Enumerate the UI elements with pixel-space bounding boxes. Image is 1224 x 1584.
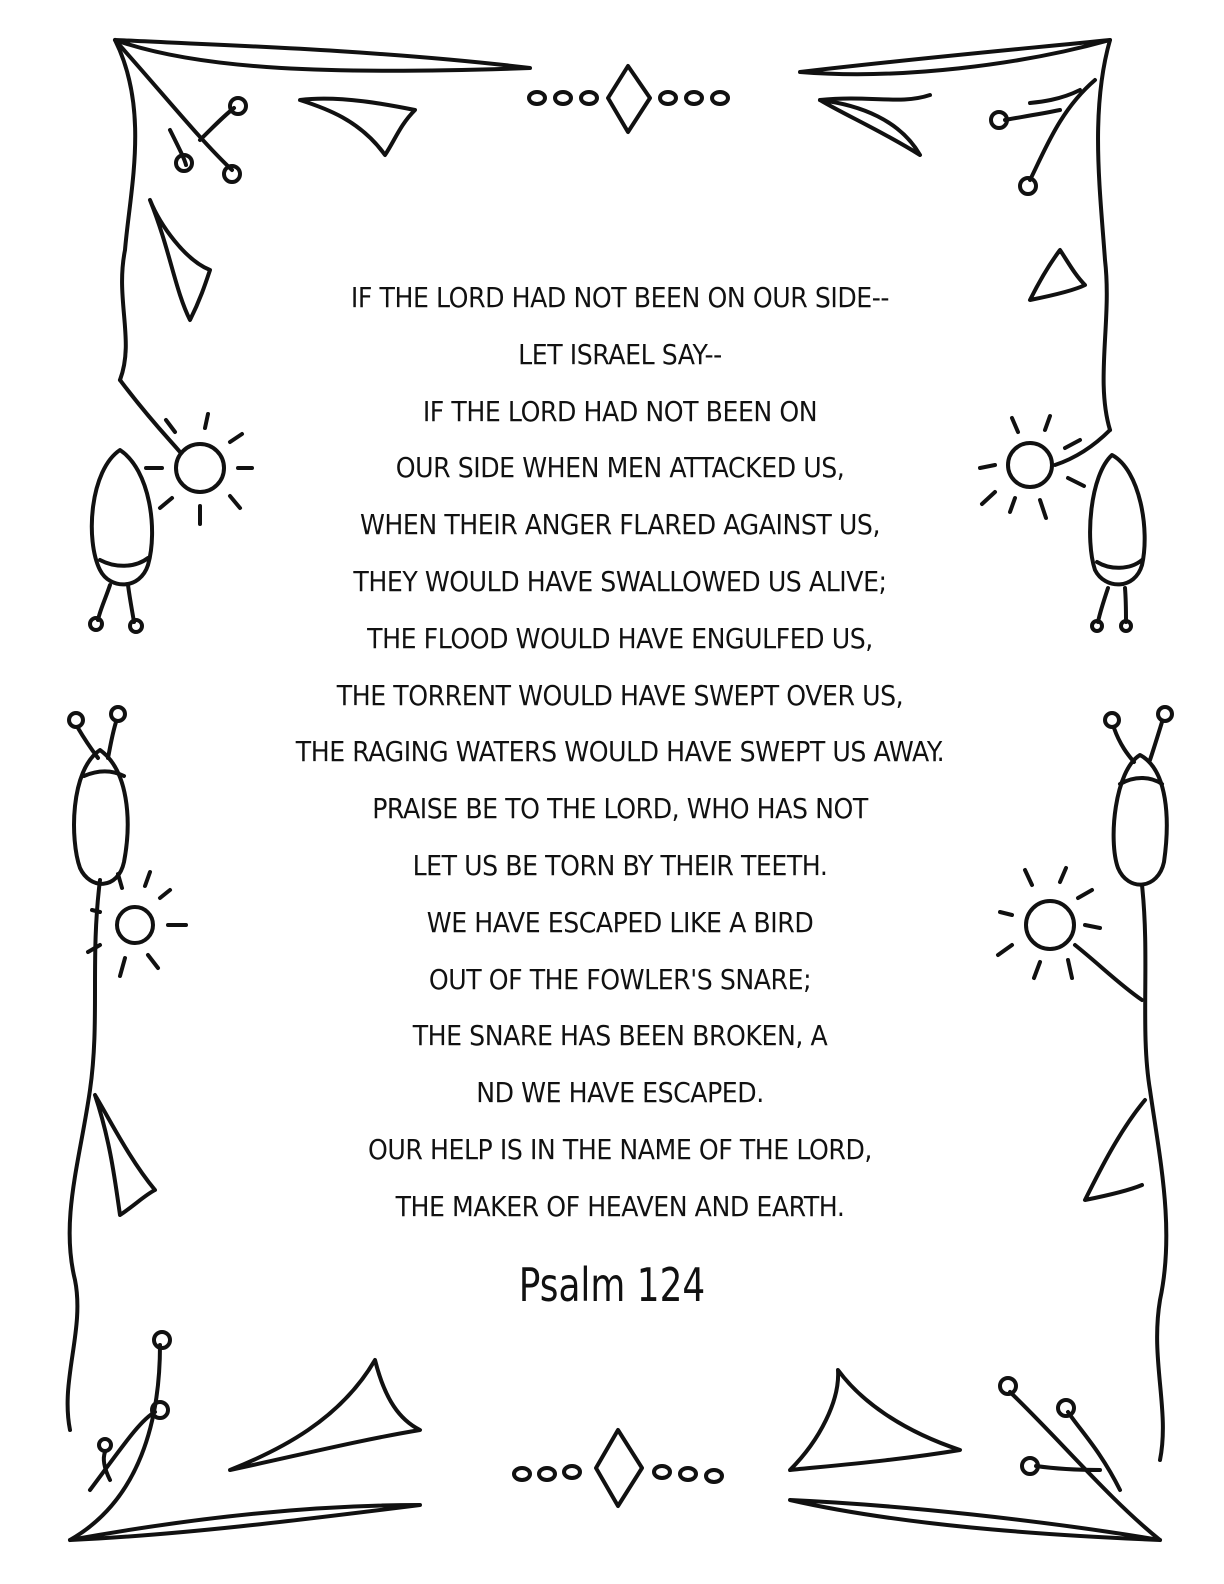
- scripture-reference: Psalm 124: [518, 1258, 706, 1312]
- verse-line: THE MAKER OF HEAVEN AND EARTH.: [395, 1189, 845, 1223]
- right-upper-bud-icon: [1090, 455, 1145, 631]
- verse-line: THE FLOOD WOULD HAVE ENGULFED US,: [367, 621, 873, 655]
- verse-line: OUR SIDE WHEN MEN ATTACKED US,: [395, 451, 845, 485]
- verse-line: OUT OF THE FOWLER'S SNARE;: [428, 962, 812, 996]
- right-lower-sun-icon: [998, 868, 1142, 1000]
- verse-line: IF THE LORD HAD NOT BEEN ON: [422, 394, 818, 428]
- verse-line: THE SNARE HAS BEEN BROKEN, A: [412, 1019, 828, 1053]
- right-lower-bud-icon: [1105, 707, 1172, 1460]
- verse-line: ND WE HAVE ESCAPED.: [476, 1076, 764, 1110]
- verse-line: THEY WOULD HAVE SWALLOWED US ALIVE;: [353, 564, 887, 598]
- verse-line: LET ISRAEL SAY--: [518, 337, 722, 371]
- verse-line: THE TORRENT WOULD HAVE SWEPT OVER US,: [336, 678, 904, 712]
- verse-line: WHEN THEIR ANGER FLARED AGAINST US,: [359, 508, 881, 542]
- bottom-diamond-icon: [514, 1430, 722, 1506]
- left-upper-bud-icon: [90, 450, 152, 632]
- verse-line: WE HAVE ESCAPED LIKE A BIRD: [426, 905, 814, 939]
- verse-line: PRAISE BE TO THE LORD, WHO HAS NOT: [372, 792, 868, 826]
- top-diamond-icon: [529, 66, 728, 132]
- verse-line: THE RAGING WATERS WOULD HAVE SWEPT US AWAY.: [295, 735, 945, 769]
- verse-line: LET US BE TORN BY THEIR TEETH.: [412, 848, 828, 882]
- left-lower-sun-icon: [88, 872, 186, 976]
- psalm-verse: [230, 270, 1010, 1236]
- left-lower-bud-icon: [68, 707, 128, 1430]
- left-lower-leaf-icon: [95, 1095, 155, 1215]
- verse-line: OUR HELP IS IN THE NAME OF THE LORD,: [367, 1132, 872, 1166]
- right-lower-leaf-icon: [1085, 1100, 1145, 1200]
- verse-line: IF THE LORD HAD NOT BEEN ON OUR SIDE--: [350, 281, 890, 314]
- bottom-left-corner-icon: [70, 1332, 420, 1540]
- bottom-right-corner-icon: [790, 1370, 1160, 1540]
